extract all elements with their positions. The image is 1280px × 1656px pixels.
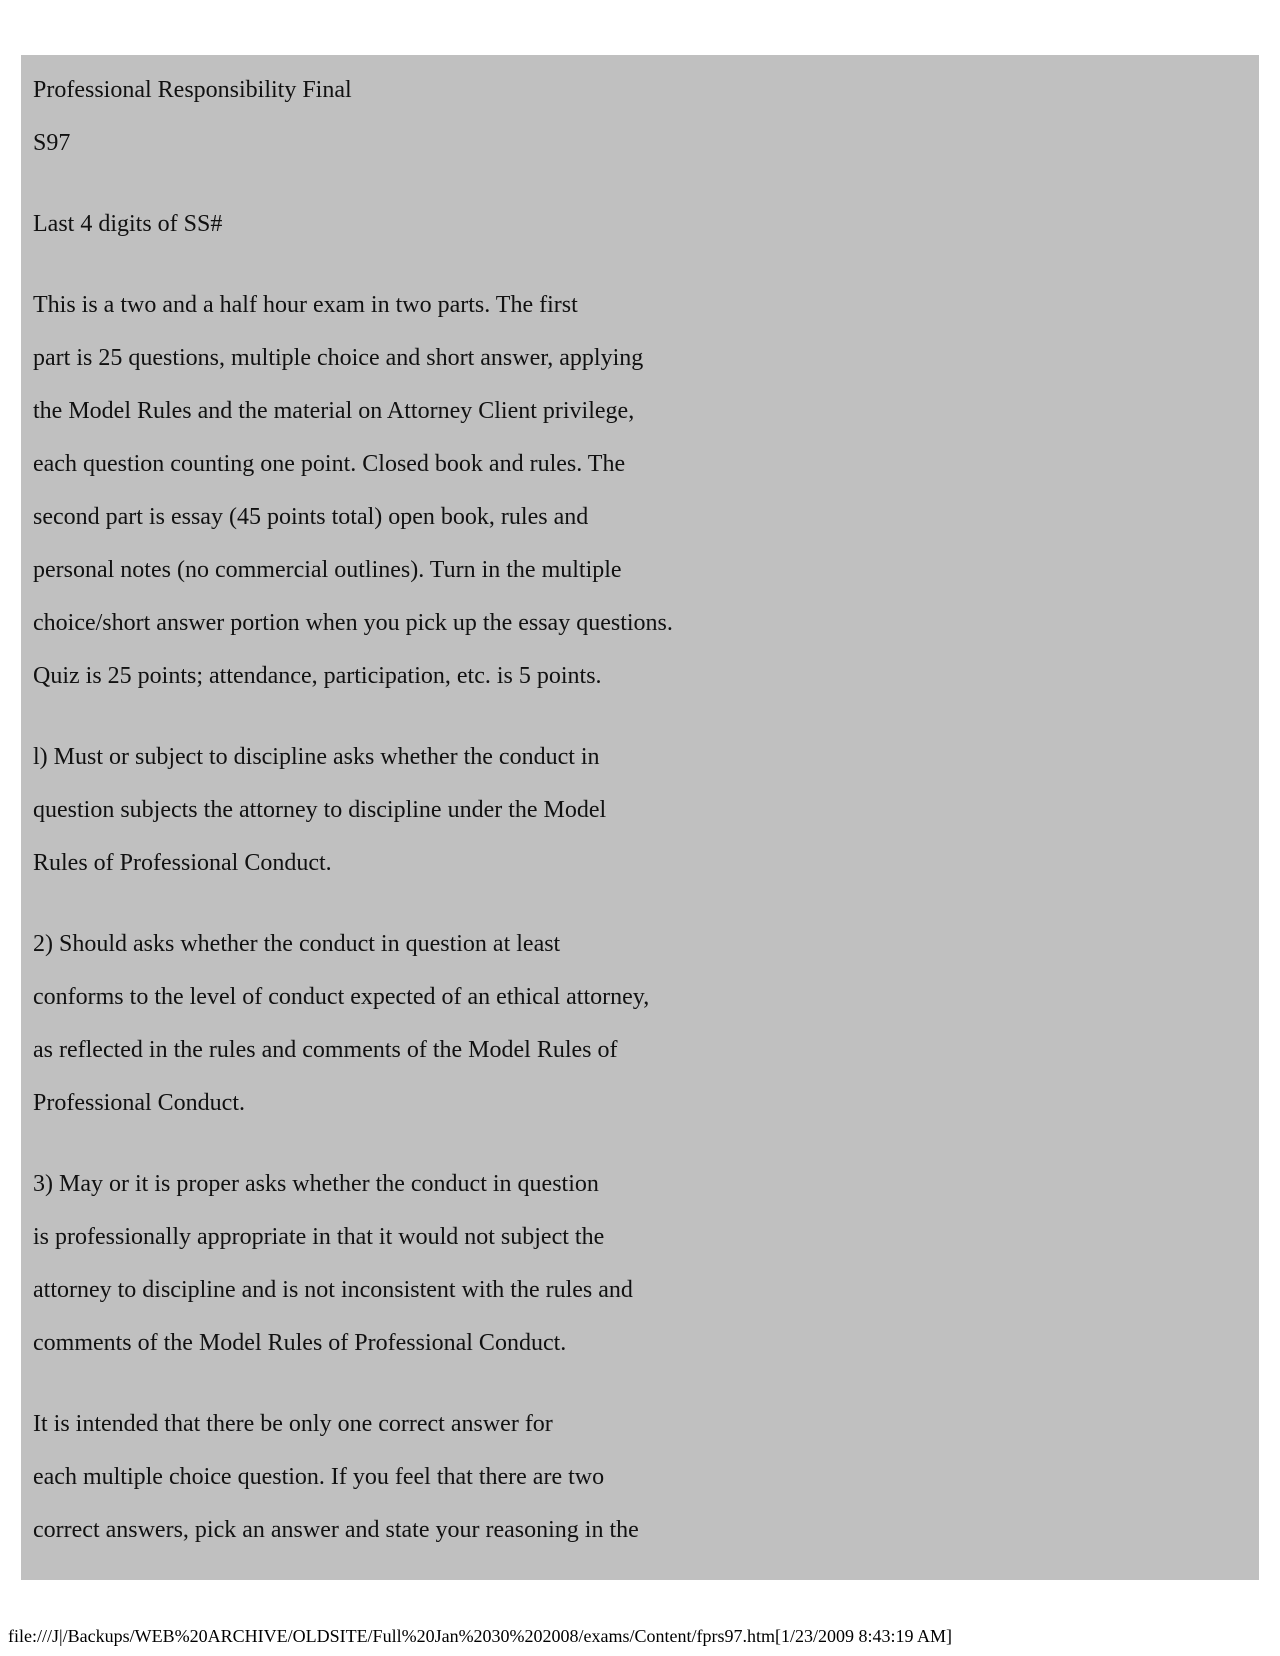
paragraph-line: 2) Should asks whether the conduct in question at least	[33, 931, 561, 957]
document-title: Professional Responsibility Final	[33, 77, 352, 103]
paragraph-line: part is 25 questions, multiple choice and short answer, applying	[33, 345, 644, 371]
ss-label: Last 4 digits of SS#	[33, 211, 223, 237]
spacer	[33, 1130, 1247, 1158]
spacer	[33, 251, 1247, 279]
paragraph-line: It is intended that there be only one correct answer for	[33, 1411, 553, 1437]
paragraph-line: conforms to the level of conduct expected of an ethical attorney,	[33, 984, 650, 1010]
paragraph-line: l) Must or subject to discipline asks whether the conduct in	[33, 744, 600, 770]
spacer	[33, 170, 1247, 198]
paragraph-line: This is a two and a half hour exam in two parts. The first	[33, 292, 578, 318]
paragraph-line: correct answers, pick an answer and state your reasoning in the	[33, 1517, 639, 1543]
source-footer: file:///J|/Backups/WEB%20ARCHIVE/OLDSITE/Full%20Jan%2030%202008/exams/Content/fprs97.htm[1/23/2009 8:43:19 AM]	[8, 1626, 953, 1646]
paragraph-line: Quiz is 25 points; attendance, participation, etc. is 5 points.	[33, 663, 602, 689]
paragraph-line: personal notes (no commercial outlines). Turn in the multiple	[33, 557, 622, 583]
paragraph-line: is professionally appropriate in that it would not subject the	[33, 1224, 605, 1250]
answer-instructions-paragraph	[33, 1398, 1247, 1557]
paragraph-line: each multiple choice question. If you feel that there are two	[33, 1464, 605, 1490]
paragraph-line: as reflected in the rules and comments of the Model Rules of	[33, 1037, 618, 1063]
paragraph-line: Professional Conduct.	[33, 1090, 245, 1116]
paragraph-line: Rules of Professional Conduct.	[33, 850, 332, 876]
definition-may-paragraph	[33, 1158, 1247, 1370]
paragraph-line: 3) May or it is proper asks whether the conduct in question	[33, 1171, 599, 1197]
paragraph-line: question subjects the attorney to discipline under the Model	[33, 797, 607, 823]
document-panel	[21, 55, 1259, 1580]
paragraph-line: comments of the Model Rules of Professional Conduct.	[33, 1330, 567, 1356]
paragraph-line: choice/short answer portion when you pick up the essay questions.	[33, 610, 673, 636]
term-code: S97	[33, 130, 71, 156]
paragraph-line: second part is essay (45 points total) open book, rules and	[33, 504, 589, 530]
paragraph-line: each question counting one point. Closed book and rules. The	[33, 451, 626, 477]
spacer	[33, 1370, 1247, 1398]
spacer	[33, 703, 1247, 731]
definition-must-paragraph	[33, 731, 1247, 890]
paragraph-line: attorney to discipline and is not inconsistent with the rules and	[33, 1277, 633, 1303]
paragraph-line: the Model Rules and the material on Attorney Client privilege,	[33, 398, 635, 424]
instructions-paragraph	[33, 279, 1247, 703]
spacer	[33, 890, 1247, 918]
definition-should-paragraph	[33, 918, 1247, 1130]
